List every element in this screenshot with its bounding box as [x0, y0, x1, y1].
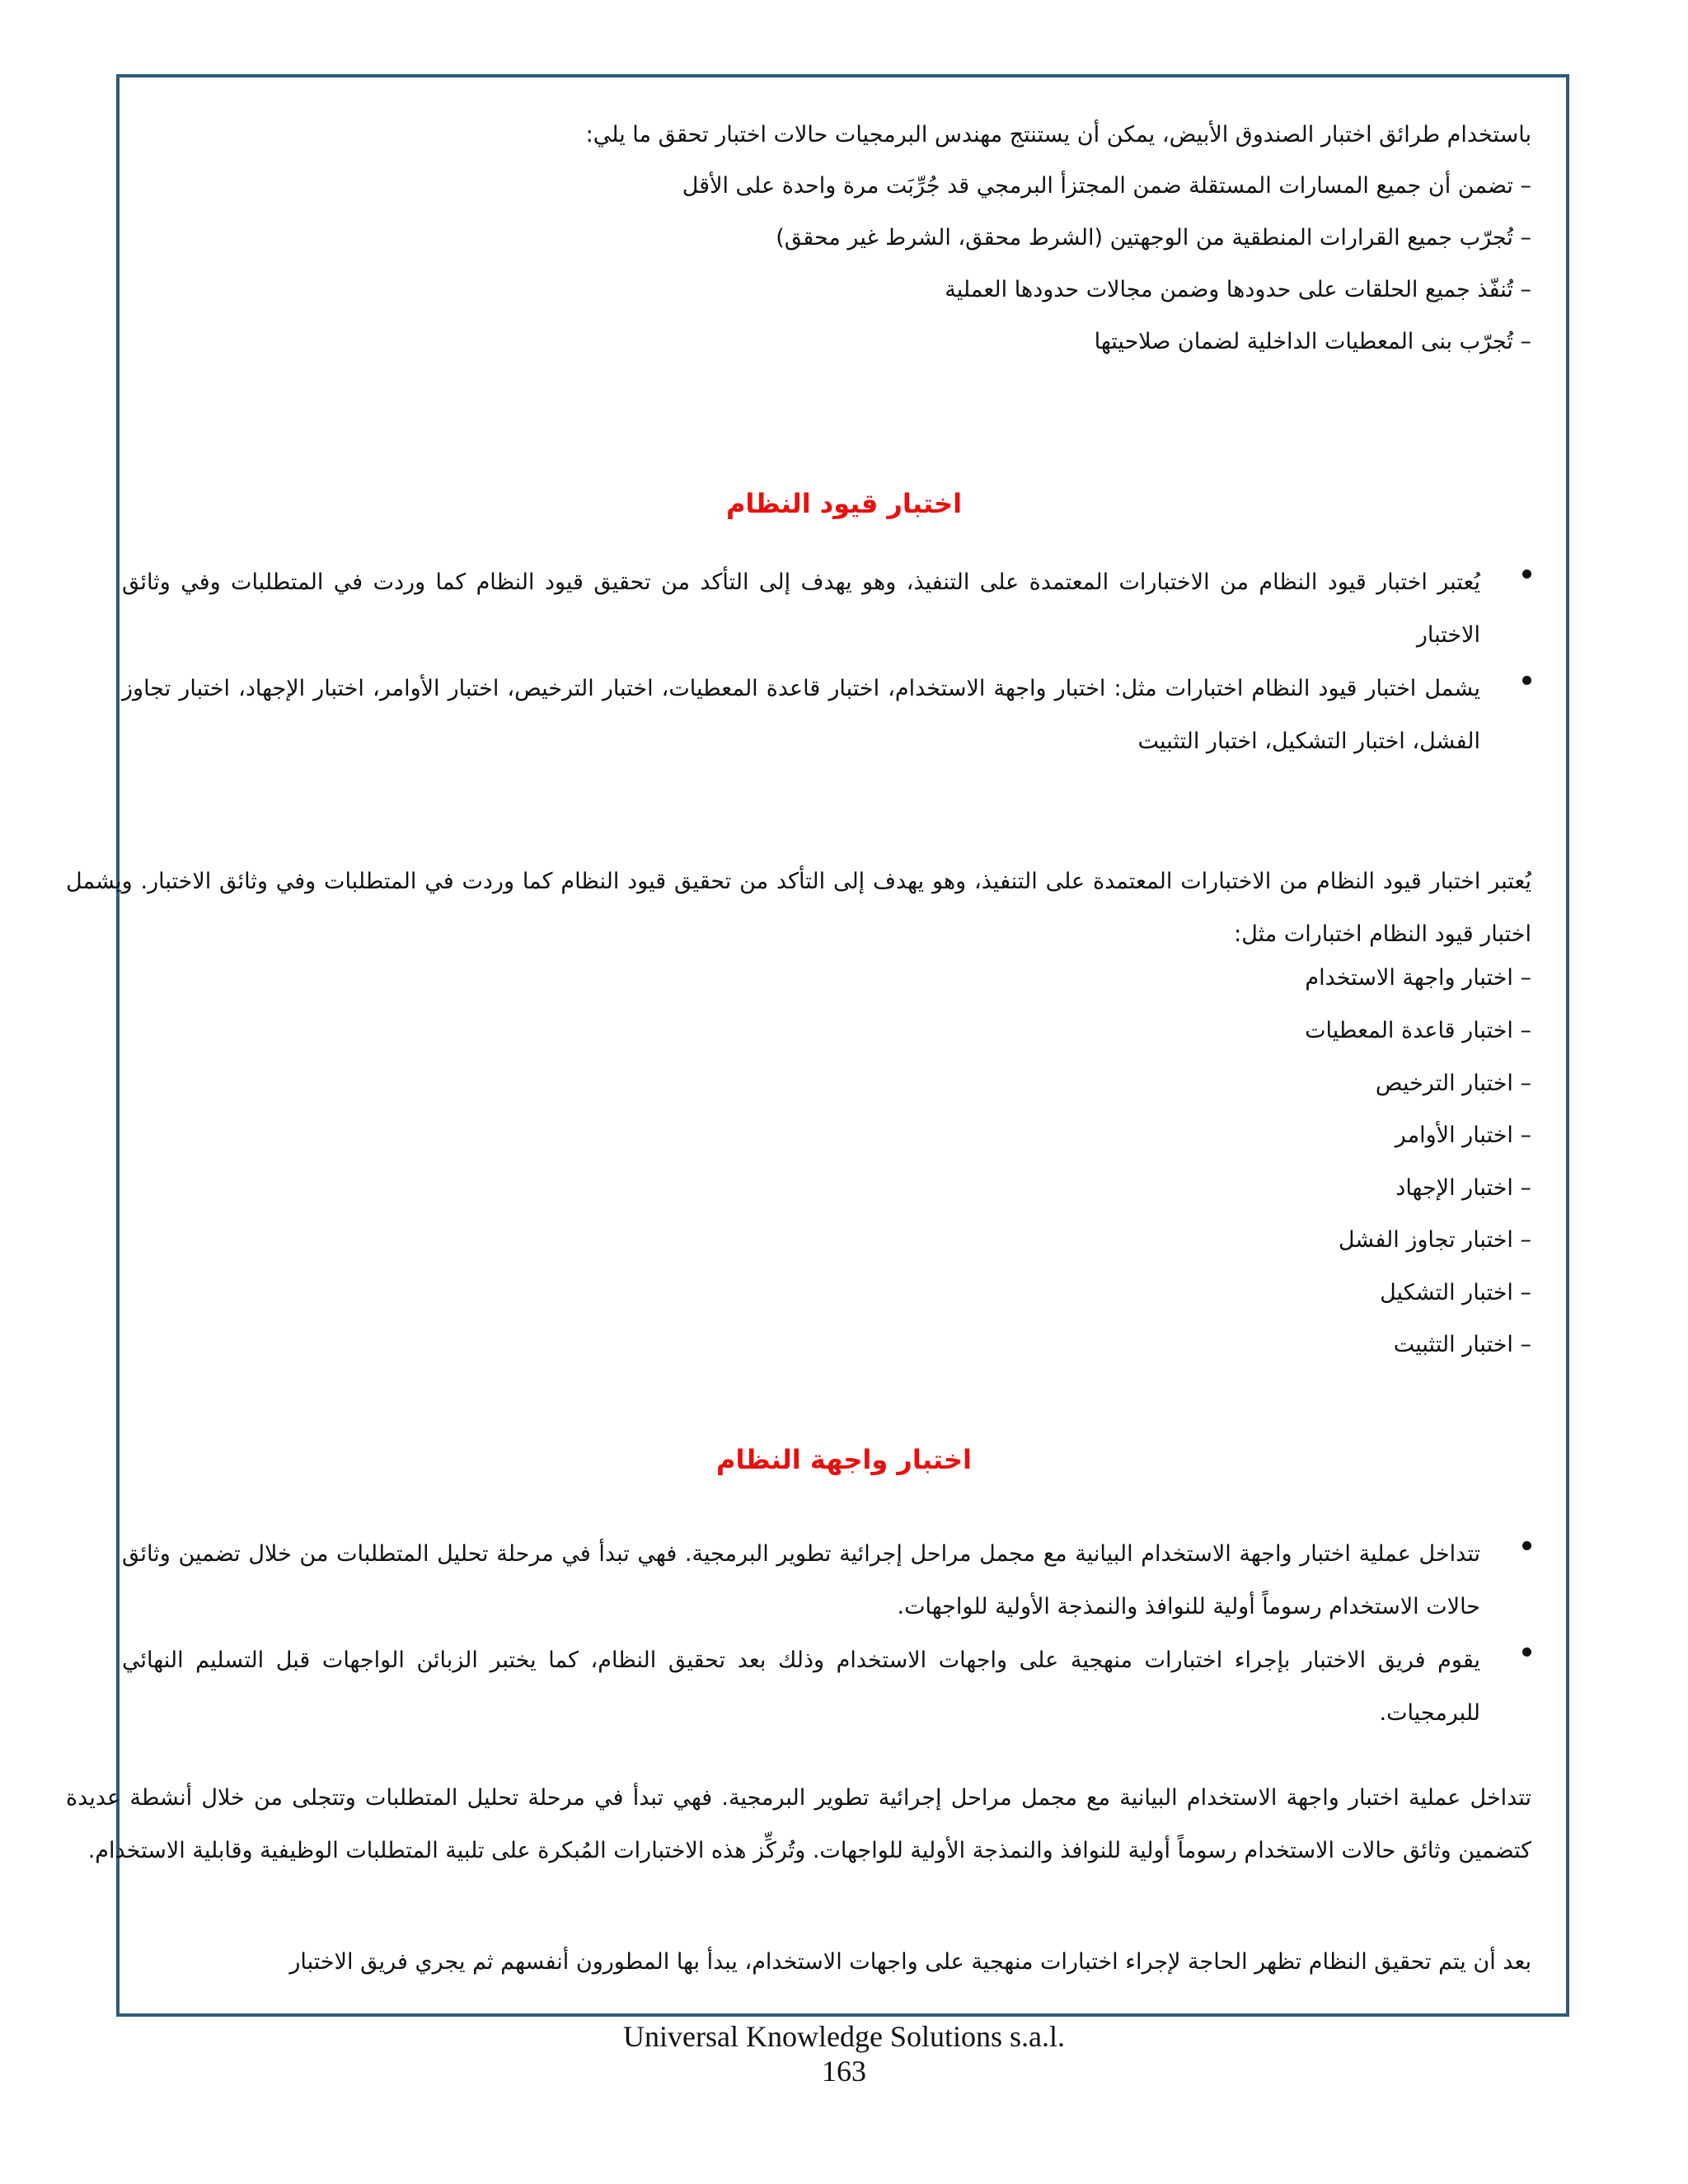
constraint-list-item: – اختبار الترخيص	[1375, 1071, 1531, 1096]
bullet-text: يُعتبر اختبار قيود النظام من الاختبارات المعتمدة على التنفيذ، وهو يهدف إلى التأكد من تحقيق قيود النظام كما وردت في المتطلبات وفي وثائق الاختبار	[122, 569, 1480, 648]
constraint-list-item: – اختبار قاعدة المعطيات	[1305, 1018, 1531, 1043]
bullet-item	[122, 1634, 1531, 1740]
bullet-icon	[1522, 1647, 1531, 1657]
section-heading-system-interface: اختبار واجهة النظام	[715, 1444, 972, 1475]
constraint-list-item: – اختبار واجهة الاستخدام	[1305, 965, 1531, 991]
page-number: 163	[822, 2055, 866, 2088]
section2-bullet-list	[122, 1528, 1531, 1740]
intro-item: – تُجرّب جميع القرارات المنطقية من الوجهتين (الشرط محقق، الشرط غير محقق)	[776, 225, 1531, 251]
bullet-item	[122, 1528, 1531, 1633]
bullet-text: يشمل اختبار قيود النظام اختبارات مثل: اختبار واجهة الاستخدام، اختبار قاعدة المعطيات، اختبار الترخيص، اختبار الأوامر، اختبار الإجهاد، اختبار تجاوز الفشل، اختبار التشكيل، اختبار التثبيت	[122, 676, 1480, 754]
bullet-item	[122, 663, 1531, 768]
intro-item: – تُجرّب بنى المعطيات الداخلية لضمان صلاحيتها	[1094, 329, 1531, 354]
intro-item: – تضمن أن جميع المسارات المستقلة ضمن المجتزأ البرمجي قد جُرِّبَت مرة واحدة على الأقل	[682, 173, 1531, 199]
constraint-list-item: – اختبار التشكيل	[1380, 1280, 1531, 1305]
constraint-list-item: – اختبار التثبيت	[1393, 1332, 1531, 1357]
section2-last-line: بعد أن يتم تحقيق النظام تظهر الحاجة لإجراء اختبارات منهجية على واجهات الاستخدام، يبدأ بها المطورون أنفسهم ثم يجري فريق الاختبار	[289, 1949, 1531, 1975]
section1-bullet-list	[122, 556, 1531, 768]
constraint-list-item: – اختبار الإجهاد	[1395, 1175, 1531, 1201]
section1-paragraph: يُعتبر اختبار قيود النظام من الاختبارات المعتمدة على التنفيذ، وهو يهدف إلى التأكد من تحقيق قيود النظام كما وردت في المتطلبات وفي وثائق الاختبار. ويشمل اختبار قيود النظام اختبارات مثل:	[66, 869, 1531, 947]
bullet-text: تتداخل عملية اختبار واجهة الاستخدام البيانية مع مجمل مراحل إجرائية تطوير البرمجية. فهي تبدأ في مرحلة تحليل المتطلبات من خلال تضمين وثائق حالات الاستخدام رسوماً أولية للنوافذ والنمذجة الأولية للواجهات.	[122, 1541, 1480, 1619]
bullet-text: يقوم فريق الاختبار بإجراء اختبارات منهجية على واجهات الاستخدام وذلك بعد تحقيق النظام، كما يختبر الزبائن الواجهات قبل التسليم النهائي للبرمجيات.	[122, 1647, 1480, 1726]
constraint-list-item: – اختبار تجاوز الفشل	[1338, 1227, 1531, 1253]
section2-paragraph: تتداخل عملية اختبار واجهة الاستخدام البيانية مع مجمل مراحل إجرائية تطوير البرمجية. فهي تبدأ في مرحلة تحليل المتطلبات وتتجلى من خلال أنشطة عديدة كتضمين وثائق حالات الاستخدام رسوماً أولية للنوافذ والنمذجة الأولية للواجهات. وتُركِّز هذه الاختبارات المُبكرة على تلبية المتطلبات الوظيفية وقابلية الاستخدام.	[66, 1785, 1531, 1863]
section-heading-system-constraints: اختبار قيود النظام	[725, 488, 963, 519]
bullet-icon	[1522, 676, 1531, 685]
intro-item: – تُنفّذ جميع الحلقات على حدودها وضمن مجالات حدودها العملية	[945, 277, 1531, 302]
bullet-icon	[1522, 1541, 1531, 1550]
intro-lead: باستخدام طرائق اختبار الصندوق الأبيض، يمكن أن يستنتج مهندس البرمجيات حالات اختبار تحقق ما يلي:	[585, 122, 1531, 148]
bullet-item	[122, 556, 1531, 662]
constraint-list-item: – اختبار الأوامر	[1395, 1122, 1531, 1148]
bullet-icon	[1522, 569, 1531, 579]
footer-company: Universal Knowledge Solutions s.a.l.	[623, 2020, 1065, 2053]
